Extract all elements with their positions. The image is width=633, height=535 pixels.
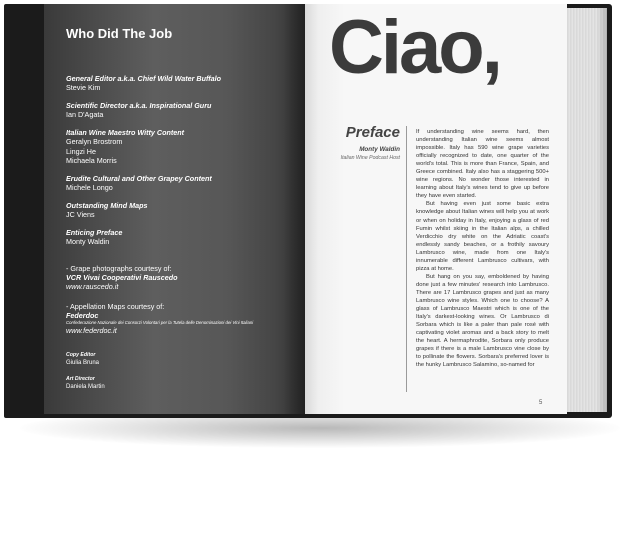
credit-role: Outstanding Mind Maps xyxy=(66,201,148,210)
staff-role: Art Director xyxy=(66,375,95,382)
credit-role: General Editor a.k.a. Chief Wild Water Buffalo xyxy=(66,74,222,83)
credit-name: Monty Waldin xyxy=(66,237,110,246)
headline: Ciao, xyxy=(329,5,500,90)
page-edges-shade xyxy=(597,8,607,412)
preface-body xyxy=(416,128,549,369)
maps-org-detail: Confederazione Nazionale dei Consorzi Volontari per la Tutela delle Denominazioni dei Vini Italiani xyxy=(66,319,254,325)
credit-group xyxy=(66,201,296,220)
body-paragraph: But having even just some basic extra knowledge about Italian wines will help you at work or when on holiday in Italy, enjoying a glass of red Fumin whilst skiing in the Italian alps, a chilled Verdicchio dry white on the Adriatic coast's endlessly sandy beaches, or a frothily savoury Lambrusco wine, made from one Italy's innumerable different Lambrusco cultivars, with pizza at home. xyxy=(416,201,549,272)
staff-credit xyxy=(66,376,296,391)
page-edges xyxy=(567,8,607,412)
body-paragraph: If understanding wine seems hard, then understanding Italian wine seems almost impossible. Italy has 590 wine grape varieties officially recognized to date, one quarter of the world's total. This is more than France, Spain, and Greece combined. Italy also has a staggering 500+ wine regions. No wonder those interested in learning about Italy's wines tend to give up before they have even started. xyxy=(416,129,549,200)
maps-url: www.federdoc.it xyxy=(66,325,117,335)
credit-group xyxy=(66,174,296,193)
credit-group xyxy=(66,101,296,120)
credit-role: Scientific Director a.k.a. Inspirational Guru xyxy=(66,101,212,110)
photo-org: VCR Vivai Cooperativi Rauscedo xyxy=(66,272,178,282)
credit-name: Lingzi He xyxy=(66,146,96,156)
staff-name: Giulia Bruna xyxy=(66,359,100,366)
author-name: Monty Waldin xyxy=(359,146,400,153)
maps-credit xyxy=(66,302,296,335)
section-title: Preface xyxy=(345,124,400,141)
staff-role: Copy Editor xyxy=(66,351,96,358)
credit-role: Erudite Cultural and Other Grapey Content xyxy=(66,174,212,183)
staff-name: Daniela Martin xyxy=(66,383,105,390)
credit-name: Ian D'Agata xyxy=(66,110,104,119)
page-number: 5 xyxy=(539,400,543,406)
credit-role: Italian Wine Maestro Witty Content xyxy=(66,128,185,137)
credit-role: Enticing Preface xyxy=(66,228,123,237)
credit-name: Michele Longo xyxy=(66,183,113,192)
credit-group xyxy=(66,74,296,93)
photo-courtesy-line: - Grape photographs courtesy of: xyxy=(66,263,172,273)
left-page xyxy=(44,4,305,414)
credit-name: Geralyn Brostrom xyxy=(66,137,123,146)
credit-name: Stevie Kim xyxy=(66,83,101,92)
maps-org: Federdoc xyxy=(66,310,99,320)
staff-credit xyxy=(66,352,296,367)
credit-name: Michaela Morris xyxy=(66,156,117,165)
maps-courtesy-line: - Appellation Maps courtesy of: xyxy=(66,301,165,311)
photo-credit xyxy=(66,264,296,291)
body-paragraph: But hang on you say, emboldened by having done just a few minutes' research into Lambrusco. There are 17 Lambrusco grapes and just as many Lambrusco wine styles. Which one to choose? A glass of Lambrusco Maestri which is one of the Italy's darkest-looking wines. Or Lambrusco di Sorbara which is like a paler than pale rosé with captivating violet aromas and a back story to melt the heart. A hermaphrodite, Sorbara only produce grapes if there is a male Lambrusco vine close by to pollinate the flowers. Sorbara's preferred lover is the hunky Lambrusco Salamino, so-named for xyxy=(416,273,549,369)
credits-title: Who Did The Job xyxy=(66,26,173,41)
photo-url: www.rauscedo.it xyxy=(66,281,119,291)
credit-group xyxy=(66,128,296,166)
credits-list xyxy=(66,74,296,399)
column-divider xyxy=(406,126,407,392)
author-role: Italian Wine Podcast Host xyxy=(340,155,400,161)
credit-name: JC Viens xyxy=(66,210,95,219)
credit-group xyxy=(66,228,296,247)
right-page xyxy=(305,4,567,414)
